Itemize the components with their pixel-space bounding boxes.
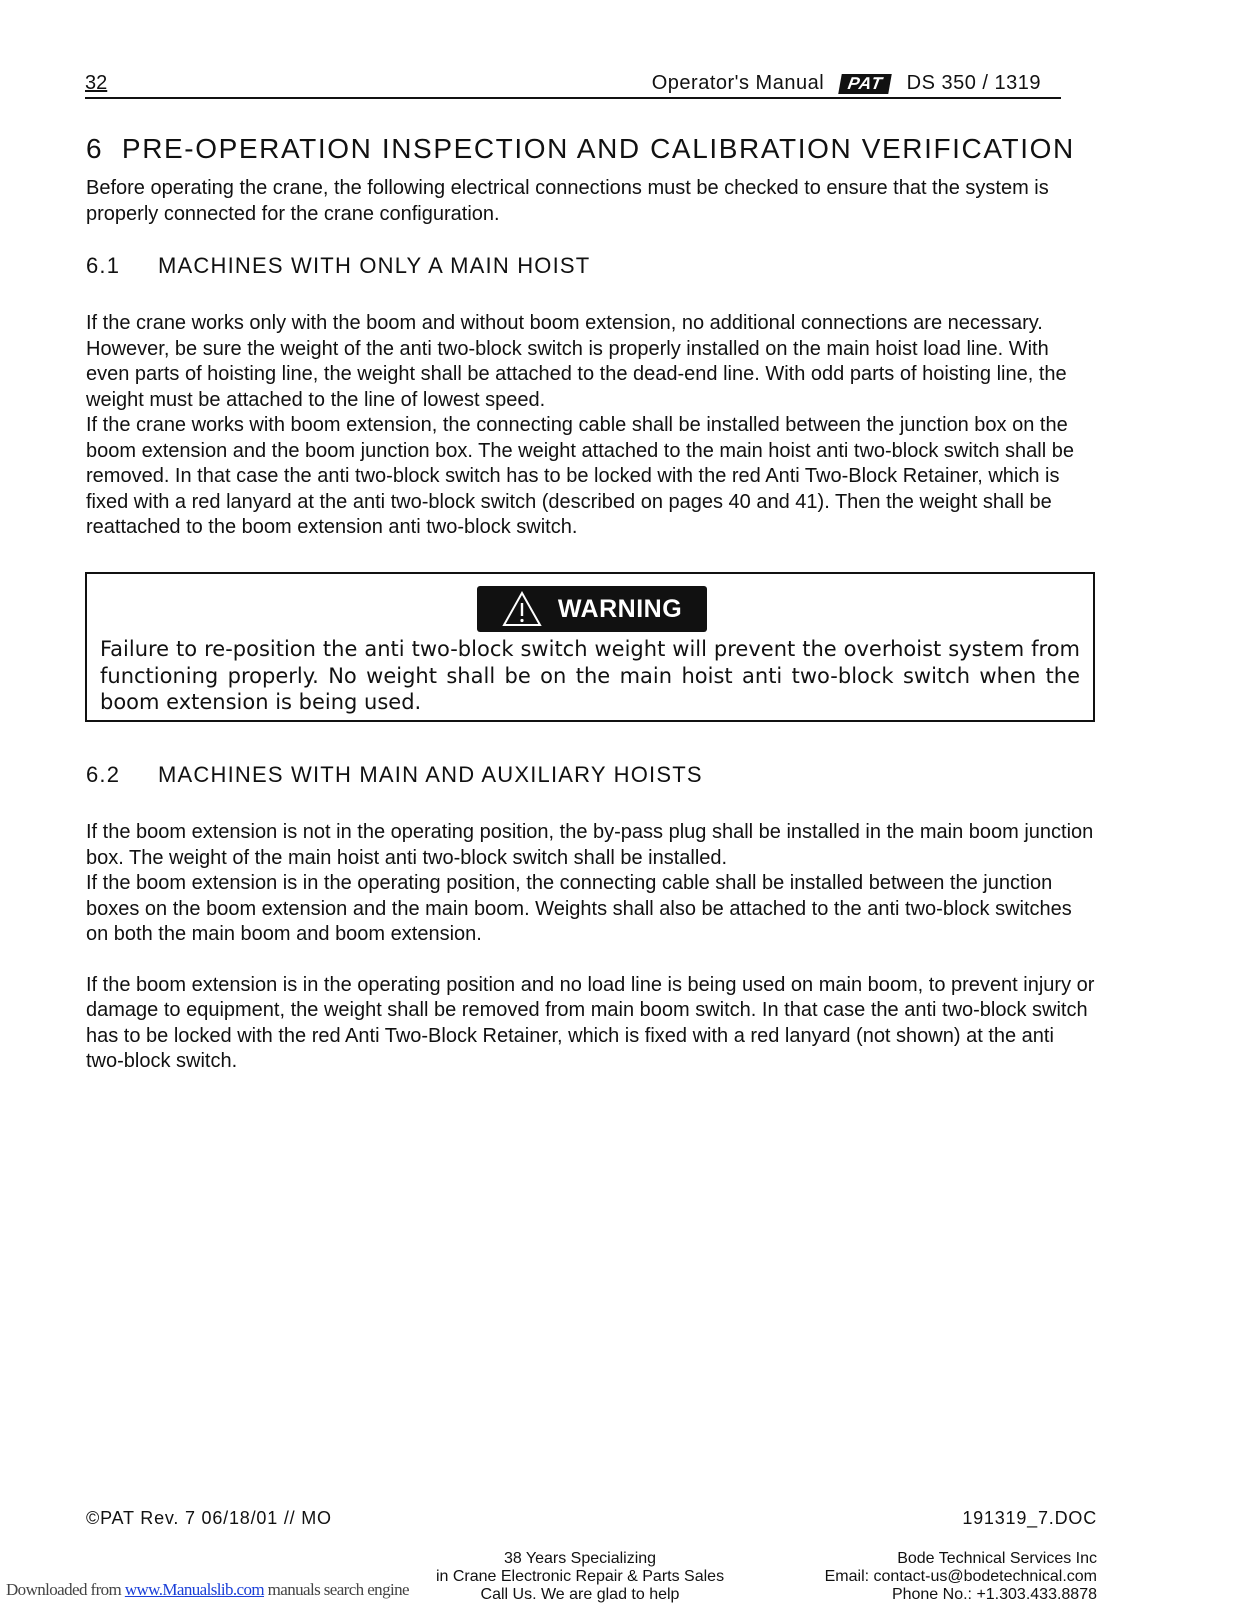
contact-phone: Phone No.: +1.303.433.8878 [891,1586,1097,1603]
paragraph: If the crane works only with the boom and without boom extension, no additional connections are necessary. However, be sure the weight of the anti two-block switch is properly installed on the main hoist load line. With even parts of hoisting line, the weight shall be attached to the dead-end line. With odd parts of hoisting line, the weight must be attached to the line of lowest speed. [86,312,1067,411]
subsection-number: 6.1 [86,253,121,278]
download-suffix: manuals search engine [264,1580,409,1599]
subsection-number: 6.2 [86,762,121,787]
ad-line: in Crane Electronic Repair & Parts Sales [435,1568,725,1585]
subsection-6-2-body [86,820,1096,1075]
subsection-6-2-heading [86,762,703,788]
subsection-6-1-body [86,311,1096,541]
page-header [652,72,1041,95]
contact-email: Email: contact-us@bodetechnical.com [824,1568,1097,1585]
download-prefix: Downloaded from [6,1580,125,1599]
download-notice [6,1580,409,1600]
header-divider [85,97,1061,99]
manualslib-link[interactable]: www.Manualslib.com [124,1580,265,1599]
ad-line: Call Us. We are glad to help [480,1586,680,1603]
footer-doc-id: 191319_7.DOC [962,1508,1097,1528]
ad-center-block [435,1550,725,1604]
warning-badge [477,586,707,632]
paragraph: If the boom extension is not in the operating position, the by-pass plug shall be installed in the main boom junction box. The weight of the main hoist anti two-block switch shall be installed. [86,821,1094,869]
ad-contact-block [825,1550,1097,1604]
paragraph: If the boom extension is in the operating position, the connecting cable shall be installed between the junction boxes on the boom extension and the main boom. Weights shall also be attached to the anti two-block switches on both the main boom and boom extension. [86,872,1072,945]
warning-triangle-icon [502,591,542,627]
paragraph: If the boom extension is in the operating position and no load line is being used on main boom, to prevent injury or damage to equipment, the weight shall be removed from main boom switch. In that case the anti two-block switch has to be locked with the red Anti Two-Block Retainer, which is fixed with a red lanyard (not shown) at the anti two-block switch. [86,973,1095,1072]
warning-label: WARNING [557,594,683,623]
intro-paragraph: Before operating the crane, the following electrical connections must be checked to ensure that the system is properly connected for the crane configuration. [86,177,1049,225]
model-number: DS 350 / 1319 [906,72,1041,94]
warning-box [85,572,1095,722]
paragraph: If the crane works with boom extension, the connecting cable shall be installed between the junction box on the boom extension and the boom junction box. The weight attached to the main hoist anti two-block switch shall be removed. In that case the anti two-block switch has to be locked with the red Anti Two-Block Retainer, which is fixed with a red lanyard at the anti two-block switch (described on pages 40 and 41). Then the weight shall be reattached to the boom extension anti two-block switch. [86,414,1074,538]
manual-title: Operator's Manual [651,72,825,94]
page-number: 32 [85,72,108,94]
pat-logo: PAT [838,74,892,94]
company-name: Bode Technical Services Inc [897,1550,1097,1567]
ad-line: 38 Years Specializing [503,1550,657,1567]
subsection-title: MACHINES WITH MAIN AND AUXILIARY HOISTS [158,762,703,787]
footer-revision: ©PAT Rev. 7 06/18/01 // MO [86,1508,332,1528]
subsection-6-1-heading [86,253,590,279]
section-title: 6 PRE-OPERATION INSPECTION AND CALIBRATION VERIFICATION [86,133,1075,164]
section-intro [86,176,1096,227]
warning-text: Failure to re-position the anti two-block switch weight will prevent the overhoist system from functioning properly. No weight shall be on the main hoist anti two-block switch when the boom extension is being used. [100,637,1080,714]
subsection-title: MACHINES WITH ONLY A MAIN HOIST [158,253,591,278]
